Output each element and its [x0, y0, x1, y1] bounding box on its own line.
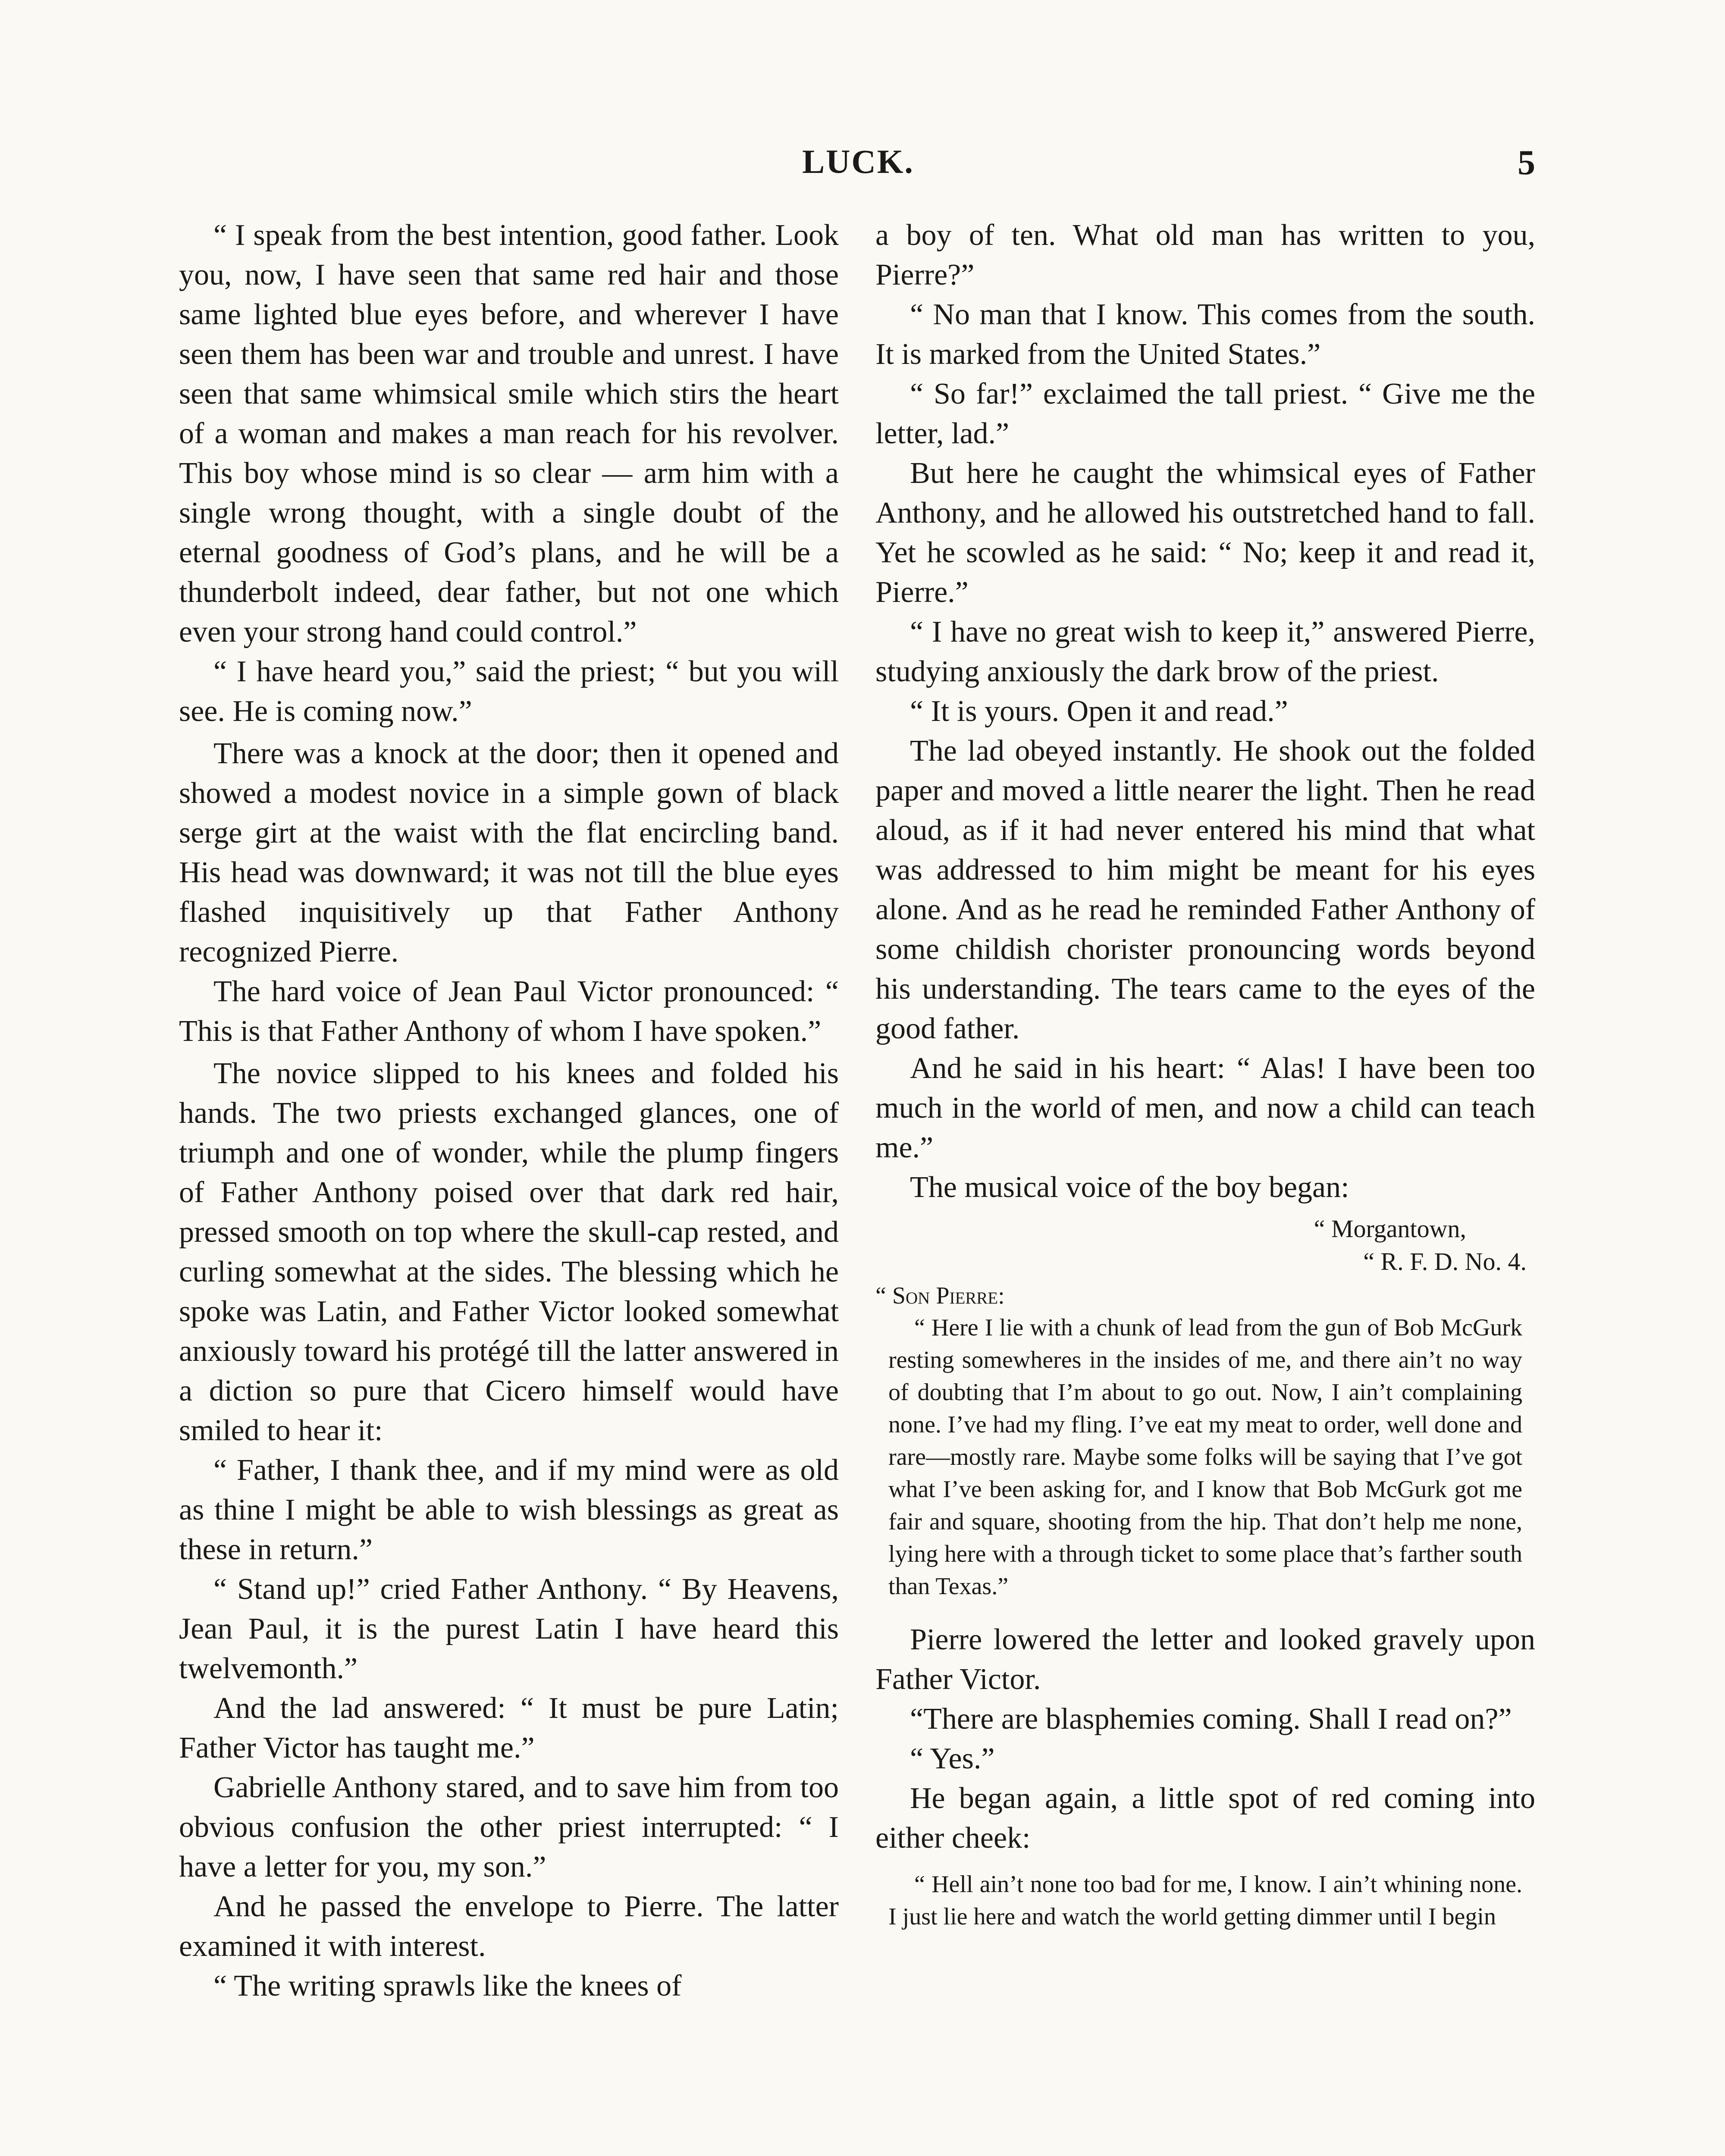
paragraph: The lad obeyed instantly. He shook out the folded paper and moved a little nearer the light. Then he read aloud, as if it had never entered his mind that what was addressed to him might be meant for his eyes alone. And as he read he reminded Father Anthony of some childish chorister pronouncing words beyond his understanding. The tears came to the eyes of the good father. [875, 734, 1535, 1045]
paragraph: “There are blasphemies coming. Shall I read on?” [910, 1702, 1512, 1736]
paragraph: “ I have heard you,” said the priest; “ but you will see. He is coming now.” [179, 655, 839, 728]
paragraph: “ Father, I thank thee, and if my mind were as old as thine I might be able to wish blessings as great as these in return.” [179, 1454, 839, 1566]
letter-salutation: “ Son Pierre: [875, 1282, 1005, 1309]
paragraph: “ No man that I know. This comes from the south. It is marked from the United States.” [875, 298, 1535, 371]
paragraph: “ I have no great wish to keep it,” answered Pierre, studying anxiously the dark brow of the priest. [875, 615, 1535, 688]
left-column [179, 216, 839, 2006]
paragraph: And the lad answered: “ It must be pure Latin; Father Victor has taught me.” [179, 1692, 839, 1764]
paragraph: The musical voice of the boy began: [910, 1171, 1349, 1204]
paragraph: “ I speak from the best intention, good father. Look you, now, I have seen that same red hair and those same lighted blue eyes before, and wherever I have seen them has been war and trouble and unrest. I have seen that same whimsical smile which stirs the heart of a woman and makes a man reach for his revolver. This boy whose mind is so clear — arm him with a single wrong thought, with a single doubt of the eternal goodness of God’s plans, and he will be a thunderbolt indeed, dear father, but not one which even your strong hand could control.” [179, 219, 839, 649]
page-number: 5 [1518, 143, 1535, 182]
letter-dateline [875, 1213, 1535, 1278]
running-title: LUCK. [802, 143, 914, 180]
page-header [0, 142, 1725, 190]
paragraph: “ It is yours. Open it and read.” [910, 695, 1288, 728]
paragraph: “ Yes.” [910, 1742, 995, 1775]
dateline-route: “ R. F. D. No. 4. [1363, 1247, 1527, 1275]
paragraph: “ Stand up!” cried Father Anthony. “ By Heavens, Jean Paul, it is the purest Latin I have heard this twelvemonth.” [179, 1573, 839, 1685]
letter-body-continued [875, 1868, 1535, 1933]
letter-paragraph: “ Hell ain’t none too bad for me, I know. I ain’t whining none. I just lie here and watch the world getting dimmer until I begin [888, 1871, 1522, 1930]
paragraph: The novice slipped to his knees and folded his hands. The two priests exchanged glances, one of triumph and one of wonder, while the plump fingers of Father Anthony poised over that dark red hair, pressed smooth on top where the skull-cap rested, and curling somewhat at the sides. The blessing which he spoke was Latin, and Father Victor looked somewhat anxiously toward his protégé till the latter answered in a diction so pure that Cicero himself would have smiled to hear it: [179, 1057, 839, 1447]
paragraph: a boy of ten. What old man has written to you, Pierre?” [875, 219, 1535, 291]
paragraph: And he passed the envelope to Pierre. The latter examined it with interest. [179, 1890, 839, 1963]
dateline-town: “ Morgantown, [1314, 1215, 1466, 1243]
paragraph: “ So far!” exclaimed the tall priest. “ Give me the letter, lad.” [875, 377, 1535, 450]
paragraph: “ The writing sprawls like the knees of [213, 1969, 682, 2002]
right-column [875, 216, 1535, 1933]
paragraph: But here he caught the whimsical eyes of Father Anthony, and he allowed his outstretched hand to fall. Yet he scowled as he said: “ No; keep it and read it, Pierre.” [875, 457, 1535, 609]
paragraph: And he said in his heart: “ Alas! I have been too much in the world of men, and now a child can teach me.” [875, 1052, 1535, 1164]
paragraph: The hard voice of Jean Paul Victor pronounced: “ This is that Father Anthony of whom I have spoken.” [179, 975, 839, 1048]
letter-body [875, 1312, 1535, 1603]
paragraph: There was a knock at the door; then it opened and showed a modest novice in a simple gown of black serge girt at the waist with the flat encircling band. His head was downward; it was not till the blue eyes flashed inquisitively up that Father Anthony recognized Pierre. [179, 737, 839, 968]
letter-paragraph: “ Here I lie with a chunk of lead from the gun of Bob McGurk resting somewheres in the insides of me, and there ain’t no way of doubting that I’m about to go out. Now, I ain’t complaining none. I’ve had my fling. I’ve eat my meat to order, well done and rare—mostly rare. Maybe some folks will be saying that I’ve got what I’ve been asking for, and I know that Bob McGurk got me fair and square, shooting from the hip. That don’t help me none, lying here with a through ticket to some place that’s farther south than Texas.” [888, 1314, 1522, 1600]
paragraph: Gabrielle Anthony stared, and to save him from too obvious confusion the other priest interrupted: “ I have a letter for you, my son.” [179, 1771, 839, 1883]
paragraph: Pierre lowered the letter and looked gravely upon Father Victor. [875, 1623, 1535, 1696]
paragraph: He began again, a little spot of red coming into either cheek: [875, 1782, 1535, 1855]
